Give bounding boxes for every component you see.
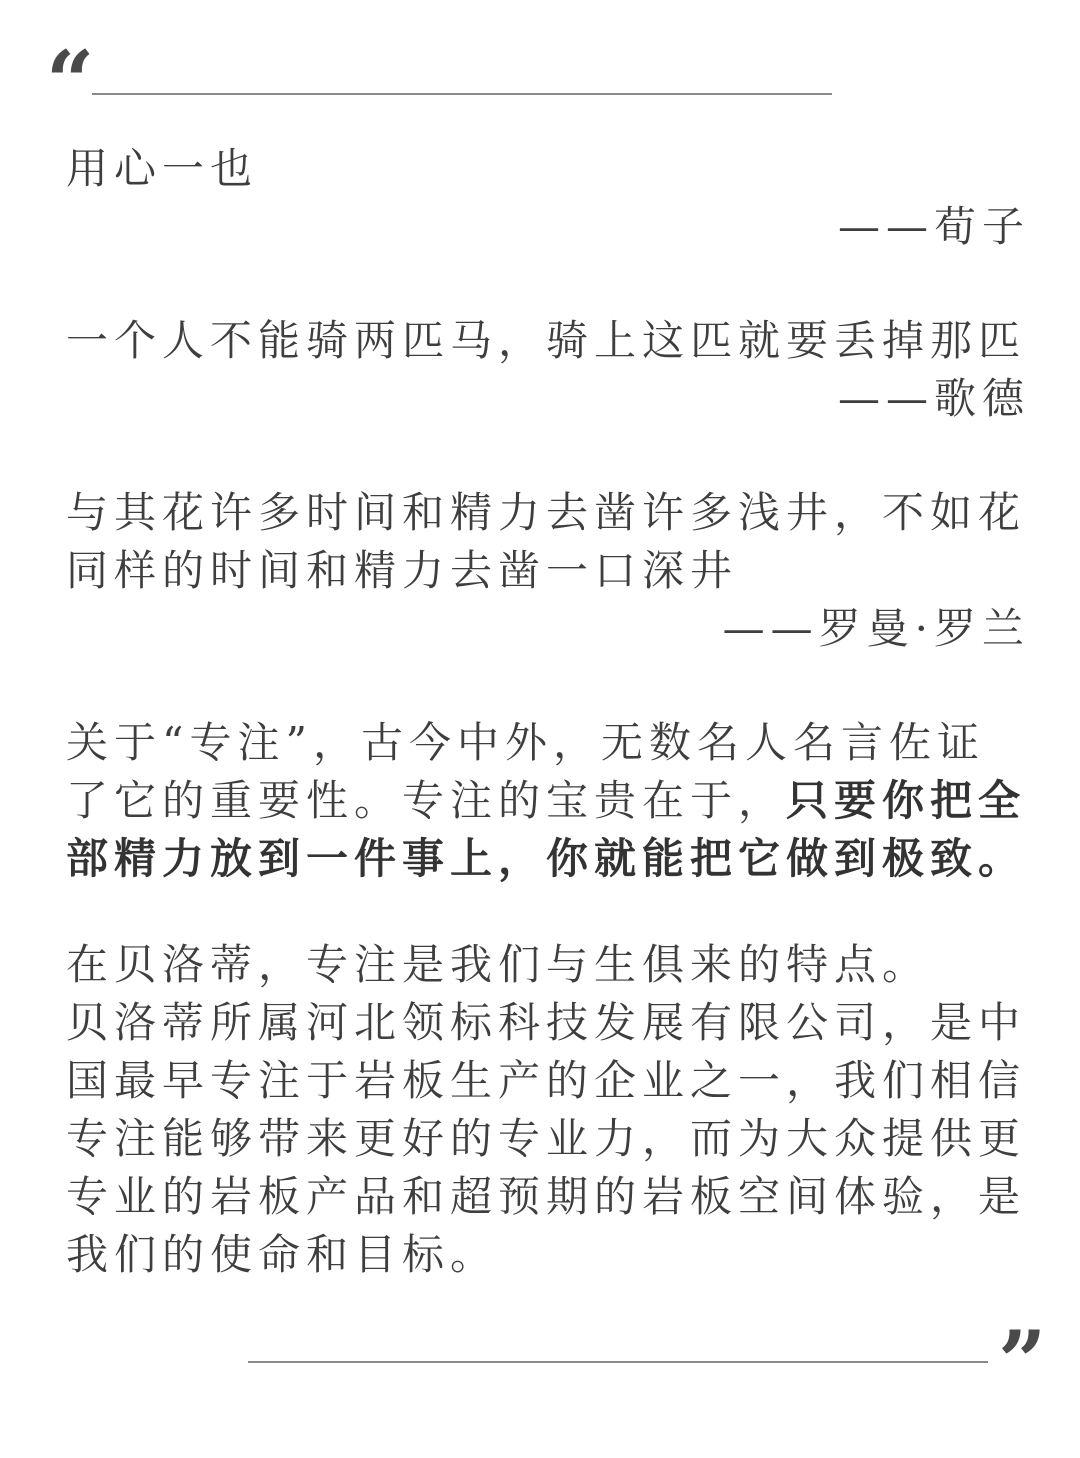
emphasis-text: 只要你把全 [786,776,1027,825]
focus-paragraph [66,714,1027,888]
bottom-divider [248,1361,988,1363]
paragraph-line: 专注能够带来更好的专业力，而为大众提供更 [66,1114,1027,1163]
quote-text: 同样的时间和精力去凿一口深井 [66,546,739,595]
quote-author: ——罗曼·罗兰 [722,604,1030,653]
article-body [66,140,1030,1284]
top-divider [92,93,832,95]
paragraph-line: 国最早专注于岩板生产的企业之一，我们相信 [66,1056,1027,1105]
open-quote-mark: “ [46,32,95,131]
quote-text: 一个人不能骑两匹马，骑上这匹就要丢掉那匹 [66,316,1027,365]
emphasis-line: 部精力放到一件事上，你就能把它做到极致。 [66,834,1027,883]
paragraph-text: 了它的重要性。专注的宝贵在于， [66,776,787,825]
paragraph-line [66,772,1027,830]
close-quote-mark: ” [998,1312,1047,1411]
quote-author: ——歌德 [837,374,1030,423]
quote-block-romain-rolland [66,484,1030,658]
quote-author: ——荀子 [837,202,1030,251]
paragraph-line: 关于“专注”，古今中外，无数名人名言佐证 [66,718,985,767]
paragraph-line: 专业的岩板产品和超预期的岩板空间体验，是 [66,1172,1027,1221]
company-paragraph [66,936,1027,1284]
quote-text: 用心一也 [66,144,259,193]
quote-text: 与其花许多时间和精力去凿许多浅井，不如花 [66,488,1027,537]
paragraph-line: 贝洛蒂所属河北领标科技发展有限公司，是中 [66,998,1027,1047]
paragraph-line: 我们的使命和目标。 [66,1230,499,1279]
paragraph-line: 在贝洛蒂，专注是我们与生俱来的特点。 [66,940,931,989]
quote-block-goethe [66,312,1030,428]
quote-block-xunzi [66,140,1030,256]
